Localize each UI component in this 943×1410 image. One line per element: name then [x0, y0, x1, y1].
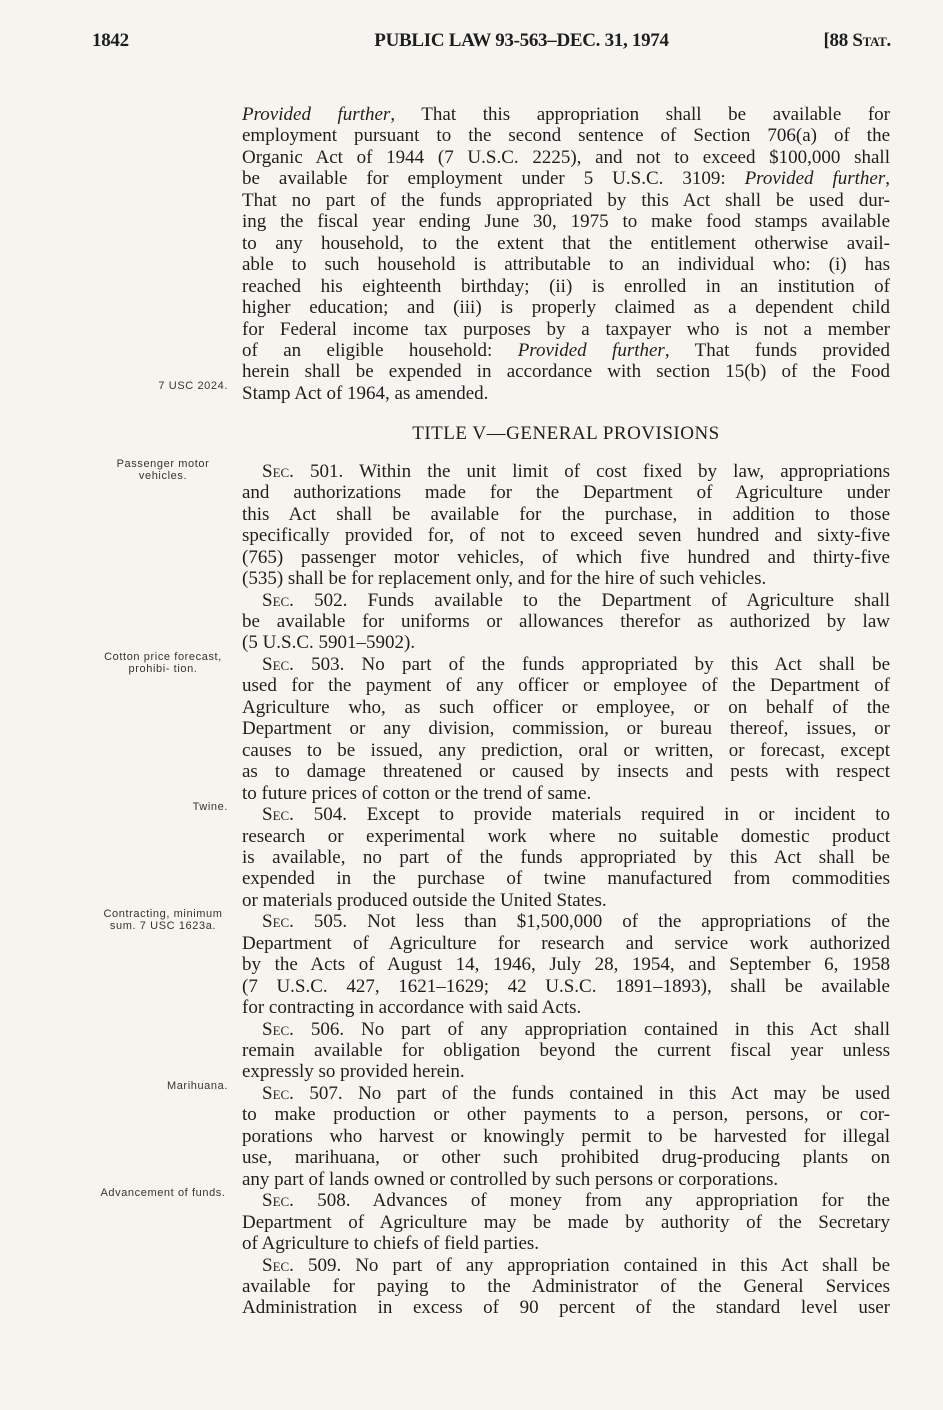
text-segment: Administration in excess of 90 percent of the standard level user: [242, 1297, 890, 1319]
text-segment: Department of Agriculture may be made by authority of the Secretary: [242, 1211, 890, 1233]
section-paragraph: [192, 801, 890, 911]
text-segment: by the Acts of August 14, 1946, July 28, 1954, and September 6, 1958: [242, 954, 890, 976]
text-line: [100, 1187, 890, 1212]
text-line: [242, 997, 890, 1018]
text-segment: able to such household is attributable to an individual who: (i) has: [242, 254, 890, 276]
text-segment: 502. Funds available to the Department of Agriculture shall: [293, 589, 890, 611]
text-line: [242, 504, 890, 525]
body-text: [100, 104, 891, 1319]
text-line: [242, 1104, 890, 1125]
text-line: [242, 976, 890, 997]
text-line: [242, 826, 890, 847]
text-line: [242, 297, 890, 318]
text-segment: herein shall be expended in accordance with section 15(b) of the Food: [242, 361, 890, 383]
margin-note: Passenger motor vehicles.: [116, 457, 210, 482]
text-segment: and authorizations made for the Department of Agriculture under: [242, 482, 890, 504]
text-line: [242, 1147, 890, 1168]
section-label: Sec.: [262, 1254, 294, 1276]
margin-note: 7 USC 2024.: [158, 379, 228, 392]
paragraph: [158, 104, 891, 404]
text-line: [242, 104, 890, 125]
text-line: [242, 697, 890, 718]
text-segment: as to damage threatened or caused by insects and pests with respect: [242, 761, 890, 783]
section-paragraph: [242, 1019, 890, 1083]
text-segment: Stamp Act of 1964, as amended.: [242, 382, 489, 404]
margin-note: Advancement of funds.: [100, 1187, 226, 1200]
text-segment: employment pursuant to the second sentence of Section 706(a) of the: [242, 125, 890, 147]
text-segment: , That funds provided: [664, 339, 890, 361]
text-segment: remain available for obligation beyond the current fiscal year unless: [242, 1040, 890, 1062]
text-line: [242, 1233, 890, 1254]
section-title: TITLE V—GENERAL PROVISIONS: [412, 423, 720, 445]
section-label: Sec.: [262, 1018, 294, 1040]
volume-number: [88: [823, 30, 848, 51]
text-segment: 509. No part of any appropriation contained in this Act shall be: [293, 1254, 890, 1276]
text-line: [242, 847, 890, 868]
text-segment: (5 U.S.C. 5901–5902).: [242, 632, 416, 654]
text-segment: of an eligible household:: [242, 339, 518, 361]
text-segment: expressly so provided herein.: [242, 1061, 465, 1083]
text-line: [242, 954, 890, 975]
text-line: [104, 650, 890, 675]
text-segment: any part of lands owned or controlled by such persons or corporations.: [242, 1168, 779, 1190]
margin-note: Contracting, minimum sum. 7 USC 1623a.: [103, 908, 223, 933]
text-line: [192, 801, 890, 826]
text-segment: to future prices of cotton or the trend of same.: [242, 782, 592, 804]
text-segment: for Federal income tax purposes by a taxpayer who is not a member: [242, 318, 890, 340]
text-line: [103, 908, 890, 933]
text-segment: or materials produced outside the United States.: [242, 889, 607, 911]
text-line: [242, 547, 890, 568]
text-line: [242, 361, 890, 382]
text-line: [242, 933, 890, 954]
section-label: Sec.: [262, 911, 294, 933]
text-segment: , That this appropriation shall be available for: [390, 104, 891, 125]
text-segment: Agriculture who, as such officer or employee, or on behalf of the: [242, 696, 890, 718]
text-line: [242, 190, 890, 211]
italic-phrase: Provided further: [517, 339, 665, 361]
text-line: [242, 233, 890, 254]
volume-suffix: Stat.: [852, 30, 891, 51]
text-segment: this Act shall be available for the purchase, in addition to those: [242, 503, 890, 525]
text-segment: 504. Except to provide materials required in or incident to: [293, 804, 890, 826]
text-line: [242, 740, 890, 761]
text-segment: be available for employment under 5 U.S.C. 3109:: [242, 168, 745, 190]
text-line: [242, 590, 890, 611]
text-line: [242, 868, 890, 889]
text-line: [158, 379, 890, 404]
text-segment: 501. Within the unit limit of cost fixed by law, appropriations: [293, 460, 890, 482]
section-paragraph: [242, 590, 890, 654]
section-paragraph: [100, 1187, 890, 1255]
text-line: [242, 568, 890, 589]
text-segment: specifically provided for, of not to exceed seven hundred and sixty-five: [242, 525, 890, 547]
text-segment: Organic Act of 1944 (7 U.S.C. 2225), and not to exceed $100,000 shall: [242, 146, 890, 168]
text-line: [242, 632, 890, 653]
text-line: [242, 340, 890, 361]
text-line: [242, 718, 890, 739]
text-segment: That no part of the funds appropriated by this Act shall be used dur-: [242, 189, 890, 211]
text-segment: porations who harvest or knowingly permit to be harvested for illegal: [242, 1125, 890, 1147]
margin-note: Twine.: [192, 801, 228, 814]
text-line: [166, 1079, 890, 1104]
section-paragraph: [242, 1255, 890, 1319]
text-line: [242, 1040, 890, 1061]
text-line: [242, 1126, 890, 1147]
text-segment: (535) shall be for replacement only, and for the hire of such vehicles.: [242, 568, 767, 590]
text-line: [242, 276, 890, 297]
statute-volume: [823, 30, 891, 52]
text-segment: 508. Advances of money from any appropriation for the: [293, 1190, 890, 1212]
section-label: Sec.: [262, 460, 294, 482]
text-segment: used for the payment of any officer or employee of the Department of: [242, 675, 890, 697]
section-label: Sec.: [262, 589, 294, 611]
text-line: [242, 319, 890, 340]
italic-phrase: Provided further: [744, 168, 886, 190]
text-segment: ,: [885, 168, 891, 190]
text-segment: research or experimental work where no suitable domestic product: [242, 825, 890, 847]
text-line: [242, 675, 890, 696]
text-segment: 506. No part of any appropriation contained in this Act shall: [293, 1018, 890, 1040]
section-paragraph: [104, 650, 890, 804]
text-segment: (765) passenger motor vehicles, of which five hundred and thirty-five: [242, 546, 890, 568]
text-line: [116, 457, 890, 482]
text-segment: is available, no part of the funds appropriated by this Act shall be: [242, 846, 890, 868]
text-segment: Department of Agriculture for research and service work authorized: [242, 932, 890, 954]
text-segment: to make production or other payments to a person, persons, or cor-: [242, 1104, 890, 1126]
text-line: [242, 1255, 890, 1276]
text-line: [242, 525, 890, 546]
text-line: [242, 1212, 890, 1233]
text-line: [242, 761, 890, 782]
text-line: [242, 611, 890, 632]
text-line: [242, 1061, 890, 1082]
text-line: [242, 482, 890, 503]
running-header-title: PUBLIC LAW 93-563–DEC. 31, 1974: [374, 30, 669, 51]
text-segment: ing the fiscal year ending June 30, 1975 to make food stamps available: [242, 211, 890, 233]
text-line: [242, 168, 890, 189]
section-paragraph: [103, 908, 890, 1019]
text-line: [242, 1297, 890, 1318]
text-line: [242, 1276, 890, 1297]
text-line: [242, 1019, 890, 1040]
text-segment: to any household, to the extent that the entitlement otherwise avail-: [242, 232, 890, 254]
section-label: Sec.: [262, 1190, 294, 1212]
text-segment: causes to be issued, any prediction, oral or written, or forecast, except: [242, 739, 890, 761]
section-label: Sec.: [262, 1082, 294, 1104]
text-segment: (7 U.S.C. 427, 1621–1629; 42 U.S.C. 1891–1893), shall be available: [242, 975, 890, 997]
text-line: [242, 147, 890, 168]
text-line: [242, 783, 890, 804]
text-segment: Department or any division, commission, or bureau thereof, issues, or: [242, 718, 890, 740]
text-line: [242, 254, 890, 275]
text-segment: 503. No part of the funds appropriated by this Act shall be: [293, 653, 890, 675]
margin-note: Cotton price forecast, prohibi- tion.: [104, 650, 222, 675]
text-segment: reached his eighteenth birthday; (ii) is enrolled in an institution of: [242, 275, 890, 297]
text-segment: of Agriculture to chiefs of field parties.: [242, 1233, 540, 1255]
section-label: Sec.: [262, 653, 294, 675]
text-segment: 505. Not less than $1,500,000 of the appropriations of the: [293, 911, 890, 933]
text-segment: expended in the purchase of twine manufactured from commodities: [242, 868, 890, 890]
text-segment: higher education; and (iii) is properly claimed as a dependent child: [242, 297, 890, 319]
text-segment: 507. No part of the funds contained in this Act may be used: [293, 1082, 890, 1104]
section-paragraph: [116, 457, 890, 590]
text-segment: be available for uniforms or allowances therefor as authorized by law: [242, 610, 890, 632]
text-line: [242, 890, 890, 911]
text-segment: available for paying to the Administrator of the General Services: [242, 1276, 890, 1298]
page-number: 1842: [92, 30, 129, 51]
text-line: [242, 125, 890, 146]
margin-note: Marihuana.: [166, 1079, 228, 1092]
text-segment: for contracting in accordance with said Acts.: [242, 997, 582, 1019]
text-line: [242, 1169, 890, 1190]
text-segment: use, marihuana, or other such prohibited drug-producing plants on: [242, 1147, 890, 1169]
section-paragraph: [166, 1079, 890, 1190]
text-line: [242, 211, 890, 232]
section-label: Sec.: [262, 804, 294, 826]
italic-phrase: Provided further: [242, 104, 391, 125]
